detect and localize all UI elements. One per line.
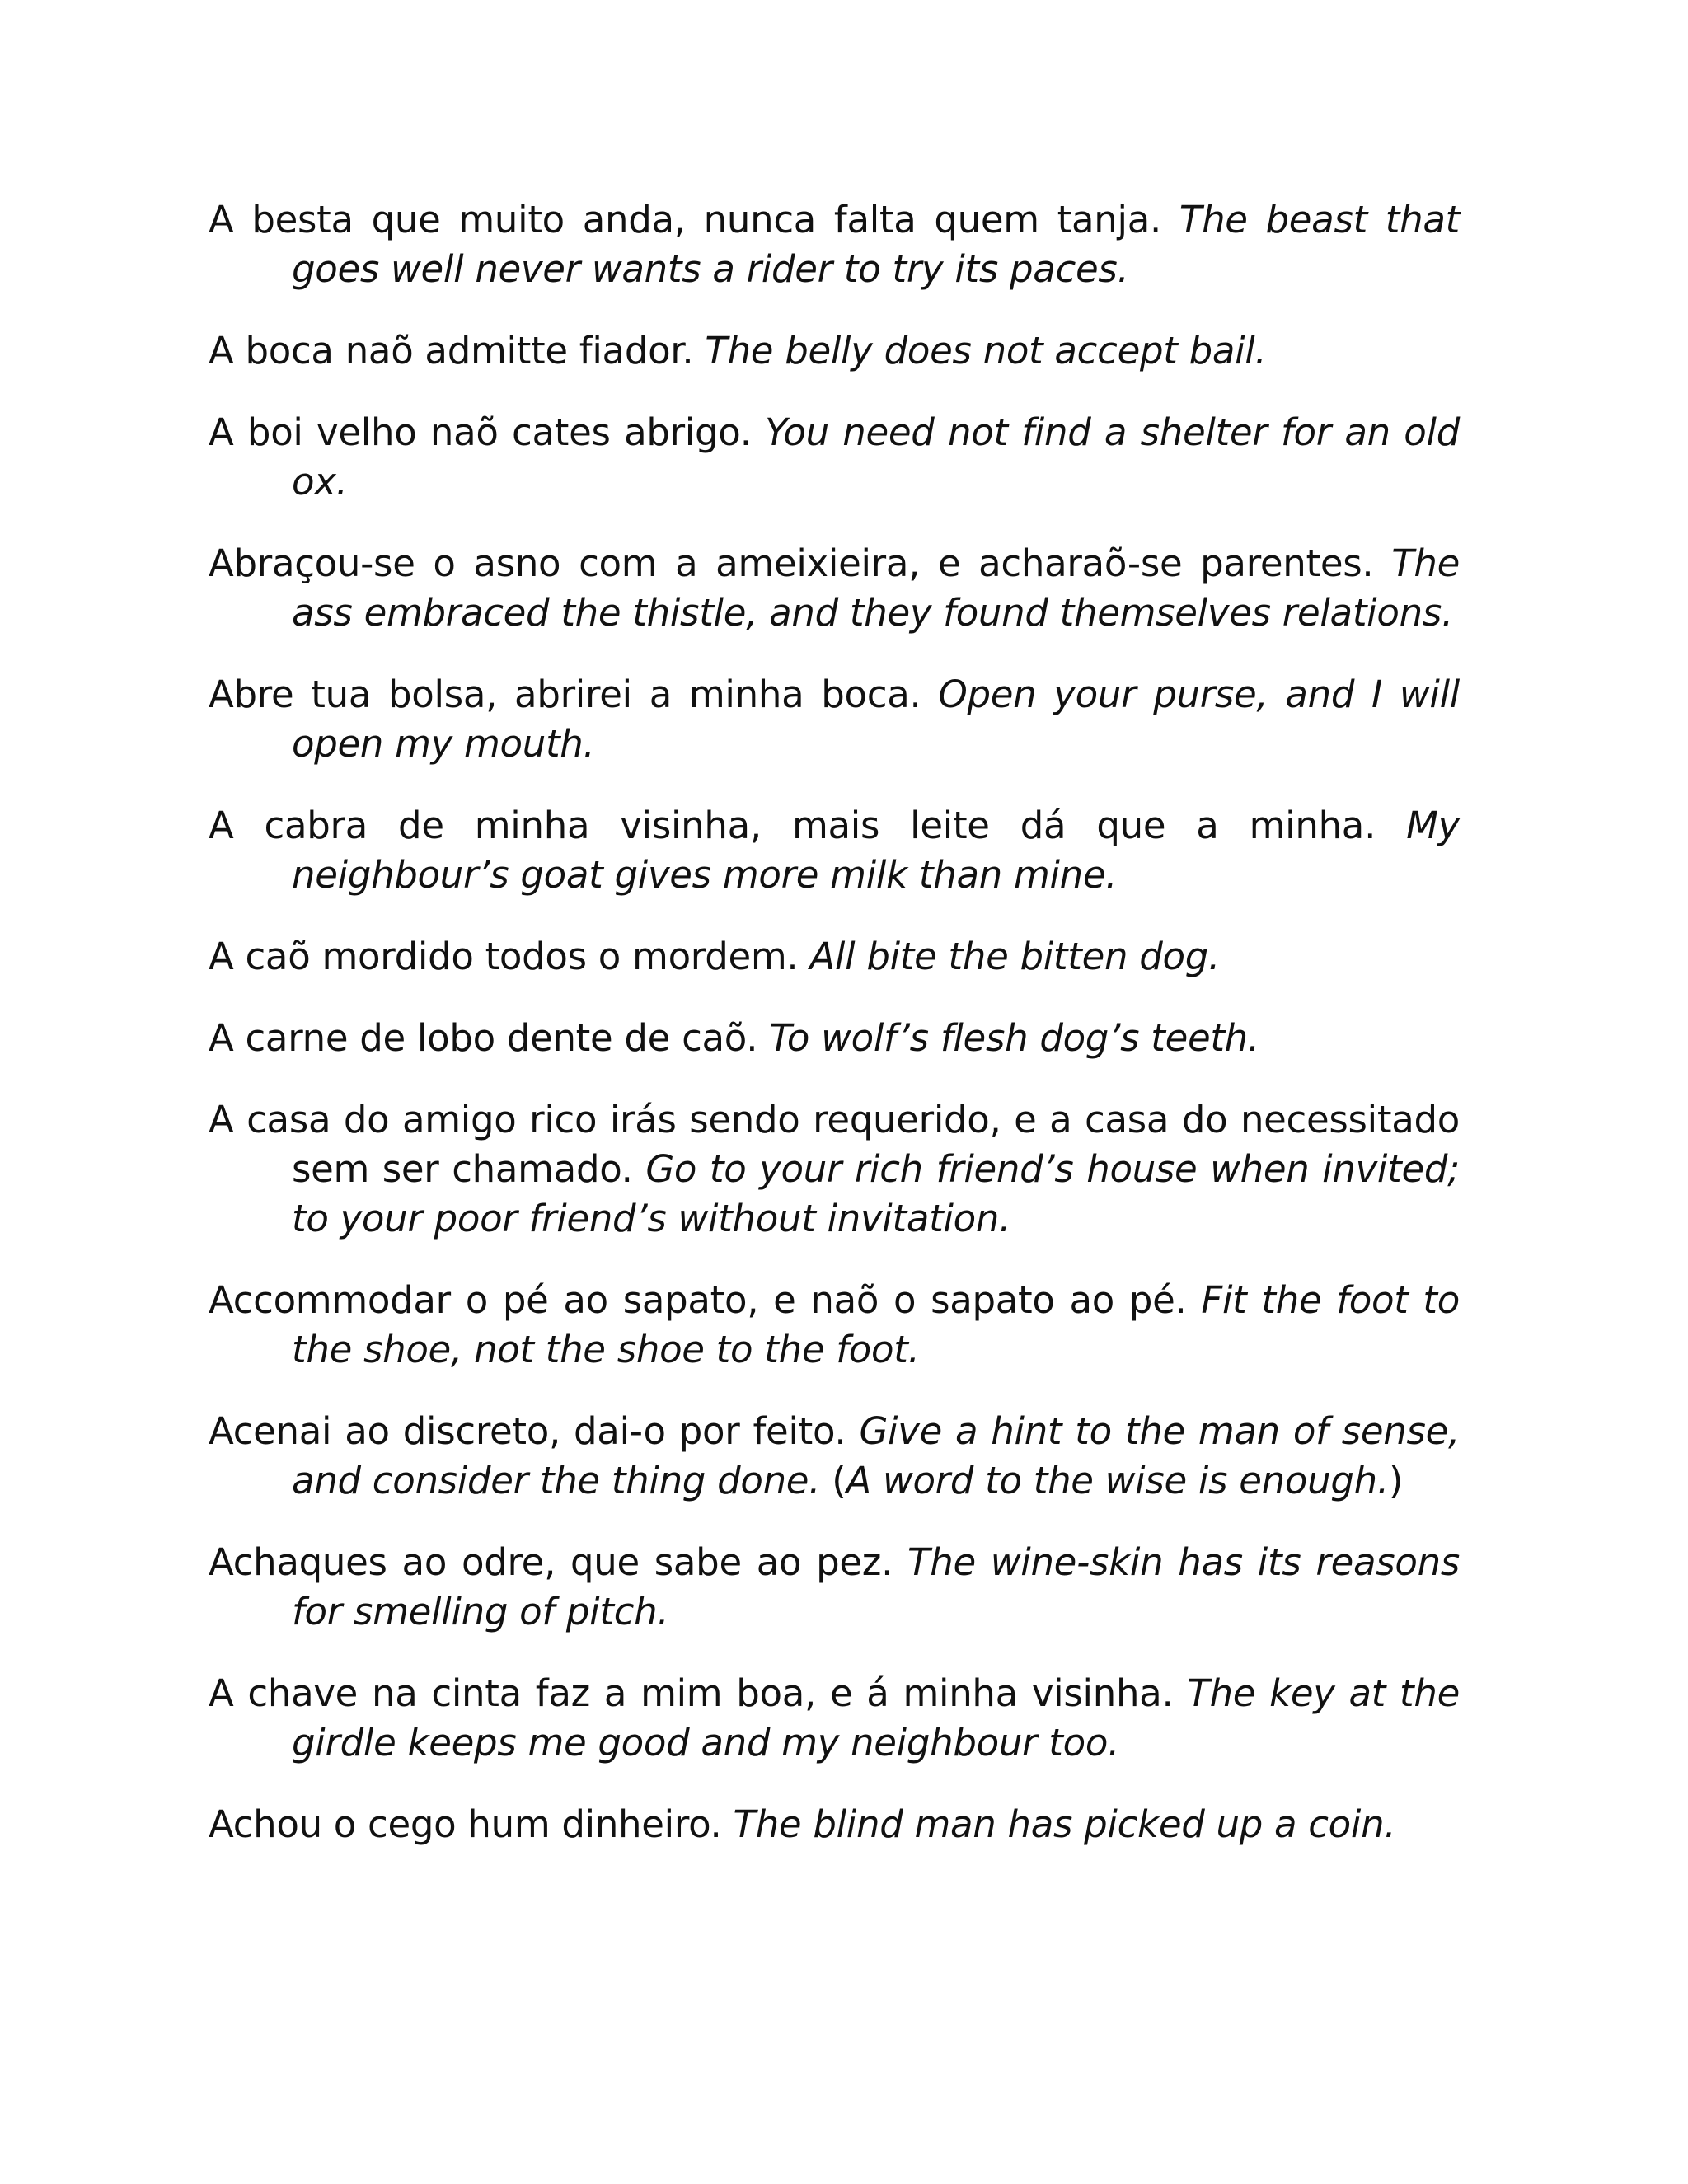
proverb-portuguese: Abraçou-se o asno com a ameixieira, e acharaõ-se parentes. (209, 541, 1392, 585)
proverb-portuguese: A casa do amigo rico irás sendo requerido, e a casa do necessitado sem ser chamado. (209, 1098, 1460, 1191)
proverb-entry (209, 326, 1460, 376)
proverb-entry (209, 1095, 1460, 1244)
paren-close: ) (1388, 1459, 1404, 1502)
proverb-translation: My neighbour’s goat gives more milk than mine. (292, 804, 1460, 897)
proverb-portuguese: A caõ mordido todos o mordem. (209, 935, 810, 978)
proverb-portuguese: A carne de lobo dente de caõ. (209, 1016, 770, 1060)
proverb-portuguese: Acenai ao discreto, dai-o por feito. (209, 1409, 860, 1453)
proverb-portuguese: Achou o cego hum dinheiro. (209, 1802, 734, 1846)
proverb-translation: Fit the foot to the shoe, not the shoe to the foot. (292, 1278, 1460, 1371)
proverb-translation: The beast that goes well never wants a rider to try its paces. (292, 198, 1460, 291)
proverb-translation: The wine-skin has its reasons for smelling of pitch. (292, 1540, 1460, 1633)
proverb-translation: Go to your rich friend’s house when invited; to your poor friend’s without invitation. (292, 1147, 1460, 1240)
proverb-translation: The belly does not accept bail. (705, 329, 1267, 373)
proverb-entry (209, 539, 1460, 638)
proverb-portuguese: Abre tua bolsa, abrirei a minha boca. (209, 673, 939, 716)
proverb-portuguese: A besta que muito anda, nunca falta quem tanja. (209, 198, 1179, 241)
proverb-entry (209, 1800, 1460, 1849)
proverb-entry (209, 1014, 1460, 1063)
proverb-entry (209, 670, 1460, 769)
proverb-list (209, 195, 1460, 1882)
paren-open: ( (820, 1459, 846, 1502)
proverb-translation: All bite the bitten dog. (809, 935, 1220, 978)
proverb-portuguese: A cabra de minha visinha, mais leite dá que a minha. (209, 804, 1407, 847)
proverb-translation: You need not find a shelter for an old ox. (292, 410, 1460, 504)
proverb-translation: To wolf’s flesh dog’s teeth. (769, 1016, 1259, 1060)
proverb-translation: Give a hint to the man of sense, and consider the thing done. (292, 1409, 1460, 1502)
proverb-translation: The blind man has picked up a coin. (733, 1802, 1396, 1846)
proverb-entry (209, 1538, 1460, 1637)
proverb-entry (209, 932, 1460, 982)
proverb-entry (209, 1669, 1460, 1768)
proverb-translation: The key at the girdle keeps me good and my neighbour too. (292, 1671, 1460, 1765)
proverb-portuguese: Accommodar o pé ao sapato, e naõ o sapato ao pé. (209, 1278, 1202, 1322)
proverb-portuguese: A boca naõ admitte fiador. (209, 329, 706, 373)
proverb-portuguese: A boi velho naõ cates abrigo. (209, 410, 766, 454)
proverb-entry (209, 408, 1460, 507)
proverb-translation: Open your purse, and I will open my mouth. (292, 673, 1461, 766)
proverb-entry (209, 1407, 1460, 1506)
proverb-equivalent: A word to the wise is enough. (846, 1459, 1389, 1502)
proverb-entry (209, 801, 1460, 900)
proverb-translation: The ass embraced the thistle, and they found themselves relations. (292, 541, 1460, 635)
proverb-portuguese: A chave na cinta faz a mim boa, e á minha visinha. (209, 1671, 1188, 1715)
proverb-portuguese: Achaques ao odre, que sabe ao pez. (209, 1540, 908, 1584)
proverb-entry (209, 195, 1460, 294)
proverb-entry (209, 1276, 1460, 1375)
